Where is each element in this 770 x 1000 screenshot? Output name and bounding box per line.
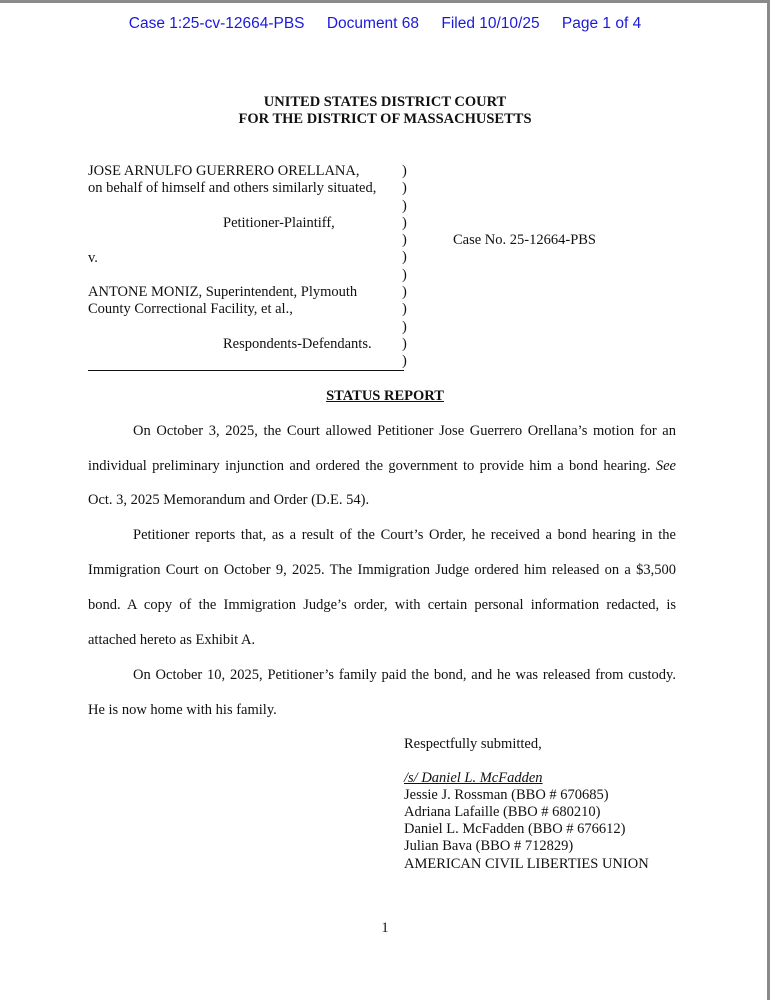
- body-line: He is now home with his family.: [88, 702, 277, 718]
- counsel-line: Adriana Lafaille (BBO # 680210): [404, 804, 601, 820]
- body-line: [88, 458, 676, 475]
- petitioner-role: Petitioner-Plaintiff,: [223, 215, 335, 231]
- closing: Respectfully submitted,: [404, 736, 542, 752]
- respondent-line-2: County Correctional Facility, et al.,: [88, 301, 293, 317]
- ecf-header: [0, 15, 770, 33]
- body-line: Oct. 3, 2025 Memorandum and Order (D.E. 54).: [88, 492, 370, 508]
- body-line: Petitioner reports that, as a result of the Court’s Order, he received a bond hearing in the: [133, 527, 676, 543]
- versus: v.: [88, 250, 98, 266]
- respondent-line-1: ANTONE MONIZ, Superintendent, Plymouth: [88, 284, 358, 300]
- header-case: Case 1:25-cv-12664-PBS: [128, 15, 305, 32]
- header-filed: Filed 10/10/25: [441, 15, 540, 32]
- viewer-border-top: [0, 0, 770, 3]
- body-line: attached hereto as Exhibit A.: [88, 632, 256, 648]
- body-line: Immigration Court on October 9, 2025. The Immigration Judge ordered him released on a $3,500: [88, 562, 676, 578]
- respondent-role: Respondents-Defendants.: [223, 336, 372, 352]
- counsel-line: Julian Bava (BBO # 712829): [404, 838, 574, 854]
- caption-parentheses: ) ) ) ) ) ) ) ) ) ) ) ): [402, 163, 407, 370]
- court-line-1: UNITED STATES DISTRICT COURT: [263, 94, 507, 110]
- electronic-signature: /s/ Daniel L. McFadden: [404, 770, 543, 786]
- document-title: STATUS REPORT: [326, 388, 444, 404]
- caption-rule: [88, 370, 404, 371]
- header-document: Document 68: [326, 15, 420, 32]
- see-signal: See: [655, 458, 676, 474]
- counsel-line: Daniel L. McFadden (BBO # 676612): [404, 821, 626, 837]
- court-line-2: FOR THE DISTRICT OF MASSACHUSETTS: [238, 111, 532, 127]
- body-line: On October 10, 2025, Petitioner’s family paid the bond, and he was released from custody.: [133, 667, 676, 683]
- body-line: bond. A copy of the Immigration Judge’s order, with certain personal information redacted, is: [88, 597, 676, 613]
- organization: AMERICAN CIVIL LIBERTIES UNION: [404, 856, 649, 872]
- petitioner-description: on behalf of himself and others similarly situated,: [88, 180, 377, 196]
- body-text: individual preliminary injunction and ordered the government to provide him a bond hearing.: [88, 458, 656, 474]
- page-number: 1: [381, 920, 389, 936]
- court-heading: [0, 94, 770, 128]
- petitioner-name: JOSE ARNULFO GUERRERO ORELLANA,: [88, 163, 360, 179]
- body-line: On October 3, 2025, the Court allowed Petitioner Jose Guerrero Orellana’s motion for an: [133, 423, 676, 439]
- counsel-line: Jessie J. Rossman (BBO # 670685): [404, 787, 609, 803]
- case-number: Case No. 25-12664-PBS: [453, 232, 596, 248]
- header-page: Page 1 of 4: [561, 15, 642, 32]
